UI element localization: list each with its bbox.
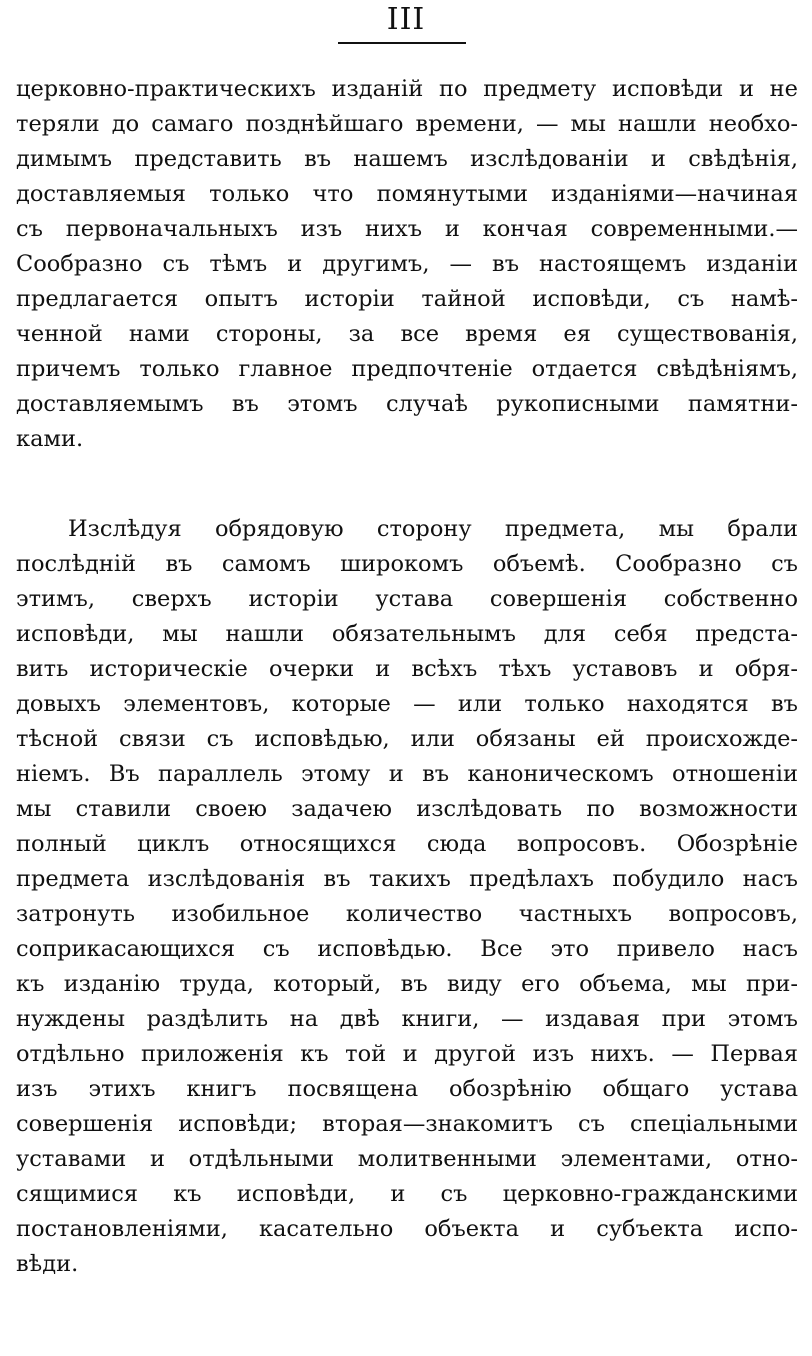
text-line: соприкасающихся съ исповѣдью. Все это привело насъ xyxy=(16,936,798,962)
text-line: Сообразно съ тѣмъ и другимъ, — въ настоящемъ изданіи xyxy=(16,251,798,277)
text-line: доставляемыя только что помянутыми изданіями—начиная xyxy=(16,181,798,207)
text-line: тѣсной связи съ исповѣдью, или обязаны ей происхожде- xyxy=(16,726,798,752)
text-line: нуждены раздѣлить на двѣ книги, — издавая при этомъ xyxy=(16,1006,798,1032)
page-number: III xyxy=(386,2,426,37)
paragraph-2 xyxy=(16,512,798,1282)
text-line: мы ставили своею задачею изслѣдовать по возможности xyxy=(16,796,798,822)
text-line: Изслѣдуя обрядовую сторону предмета, мы брали xyxy=(68,516,798,542)
text-line: этимъ, сверхъ исторіи устава совершенія собственно xyxy=(16,586,798,612)
header-rule xyxy=(338,42,466,44)
text-line: постановленіями, касательно объекта и субъекта испо- xyxy=(16,1216,798,1242)
text-line: ченной нами стороны, за все время ея существованія, xyxy=(16,321,798,347)
text-line: димымъ представить въ нашемъ изслѣдованіи и свѣдѣнія, xyxy=(16,146,798,172)
text-line: полный циклъ относящихся сюда вопросовъ. Обозрѣніе xyxy=(16,831,798,857)
text-line: ніемъ. Въ параллель этому и въ каноническомъ отношеніи xyxy=(16,761,798,787)
text-line: съ первоначальныхъ изъ нихъ и кончая современными.— xyxy=(16,216,798,242)
text-line: довыхъ элементовъ, которые — или только находятся въ xyxy=(16,691,798,717)
text-line: теряли до самаго позднѣйшаго времени, — мы нашли необхо- xyxy=(16,111,798,137)
paragraph-1 xyxy=(16,72,798,457)
text-line: исповѣди, мы нашли обязательнымъ для себя предста- xyxy=(16,621,798,647)
text-line: церковно-практическихъ изданій по предмету исповѣди и не xyxy=(16,76,798,102)
text-line: отдѣльно приложенія къ той и другой изъ нихъ. — Первая xyxy=(16,1041,798,1067)
text-line: причемъ только главное предпочтеніе отдается свѣдѣніямъ, xyxy=(16,356,798,382)
text-line: доставляемымъ въ этомъ случаѣ рукописными памятни- xyxy=(16,391,798,417)
text-line: предмета изслѣдованія въ такихъ предѣлахъ побудило насъ xyxy=(16,866,798,892)
text-line: ками. xyxy=(16,426,84,452)
text-line: вѣди. xyxy=(16,1251,79,1277)
text-line: изъ этихъ книгъ посвящена обозрѣнію общаго устава xyxy=(16,1076,798,1102)
text-line: къ изданію труда, который, въ виду его объема, мы при- xyxy=(16,971,798,997)
text-line: уставами и отдѣльными молитвенными элементами, отно- xyxy=(16,1146,798,1172)
text-line: предлагается опытъ исторіи тайной исповѣди, съ намѣ- xyxy=(16,286,798,312)
text-line: затронуть изобильное количество частныхъ вопросовъ, xyxy=(16,901,798,927)
text-line: послѣдній въ самомъ широкомъ объемѣ. Сообразно съ xyxy=(16,551,798,577)
text-line: сящимися къ исповѣди, и съ церковно-гражданскими xyxy=(16,1181,798,1207)
text-line: совершенія исповѣди; вторая—знакомитъ съ спеціальными xyxy=(16,1111,798,1137)
text-line: вить историческіе очерки и всѣхъ тѣхъ уставовъ и обря- xyxy=(16,656,798,682)
